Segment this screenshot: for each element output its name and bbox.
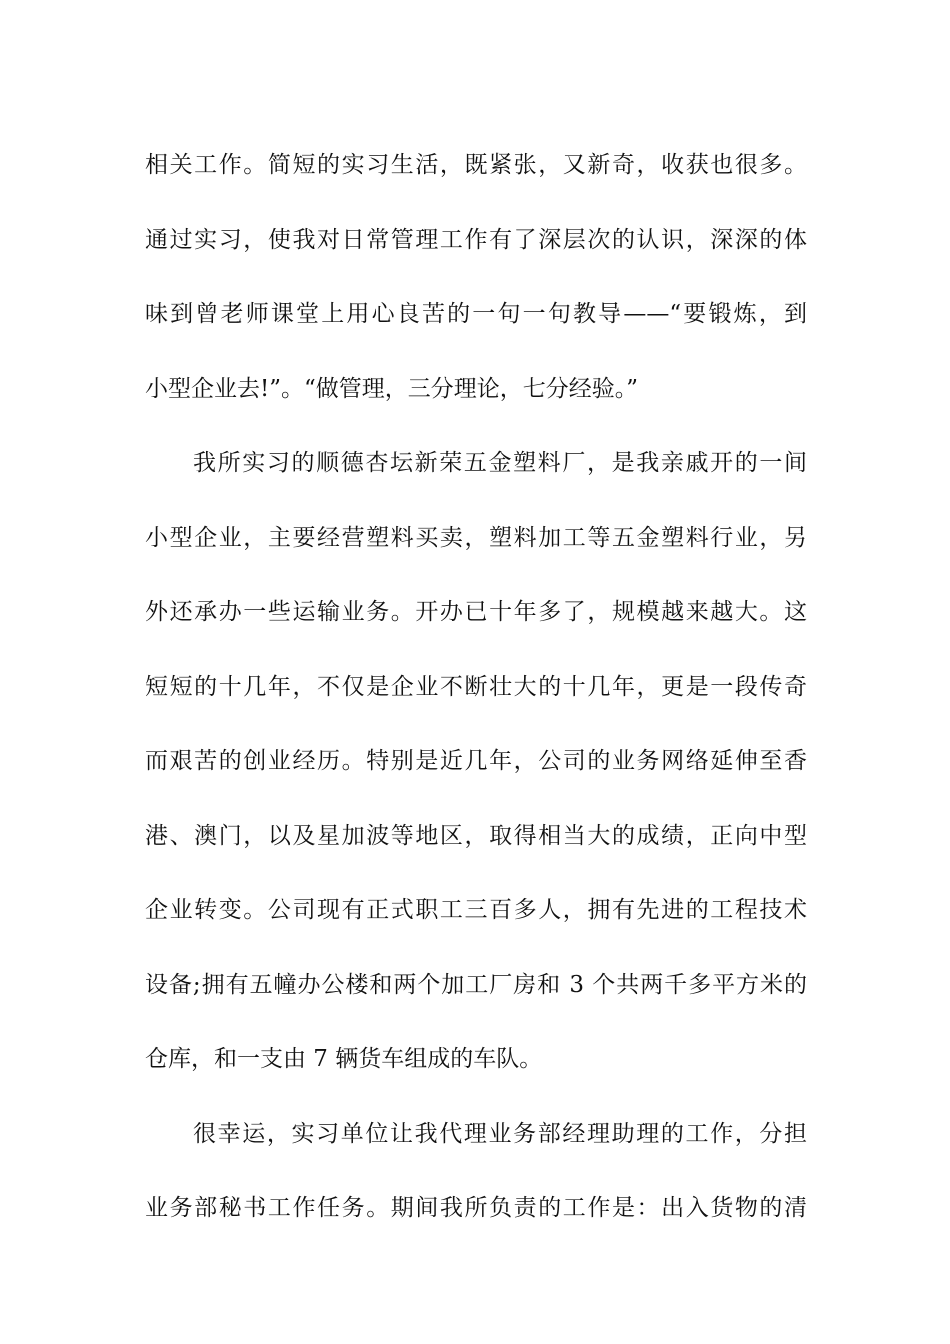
text-line: 味到曾老师课堂上用心良苦的一句一句教导——“要锻炼，到 — [145, 301, 807, 327]
paragraph-first-line: 我所实习的顺德杏坛新荣五金塑料厂，是我亲戚开的一间 — [193, 450, 807, 476]
text-line: 企业转变。公司现有正式职工三百多人，拥有先进的工程技术 — [145, 897, 807, 923]
body-text — [145, 128, 807, 1246]
text-line: 港、澳门，以及星加波等地区，取得相当大的成绩，正向中型 — [145, 822, 807, 849]
text-line: 相关工作。简短的实习生活，既紧张，又新奇，收获也很多。 — [145, 152, 807, 178]
text-line: 业务部秘书工作任务。期间我所负责的工作是：出入货物的清 — [145, 1195, 807, 1221]
text-line: 短短的十几年，不仅是企业不断壮大的十几年，更是一段传奇 — [145, 673, 807, 700]
text-line: 仓库，和一支由 7 辆货车组成的车队。 — [145, 1046, 543, 1072]
text-line: 设备;拥有五幢办公楼和两个加工厂房和 3 个共两千多平方米的 — [145, 971, 807, 998]
text-line: 外还承办一些运输业务。开办已十年多了，规模越来越大。这 — [145, 599, 807, 625]
text-line: 通过实习，使我对日常管理工作有了深层次的认识，深深的体 — [145, 226, 807, 253]
paragraph-first-line: 很幸运，实习单位让我代理业务部经理助理的工作，分担 — [193, 1120, 807, 1147]
text-line: 小型企业，主要经营塑料买卖，塑料加工等五金塑料行业，另 — [145, 524, 807, 551]
text-line: 小型企业去!”。“做管理，三分理论，七分经验。” — [145, 375, 639, 402]
text-line: 而艰苦的创业经历。特别是近几年，公司的业务网络延伸至香 — [145, 748, 807, 774]
